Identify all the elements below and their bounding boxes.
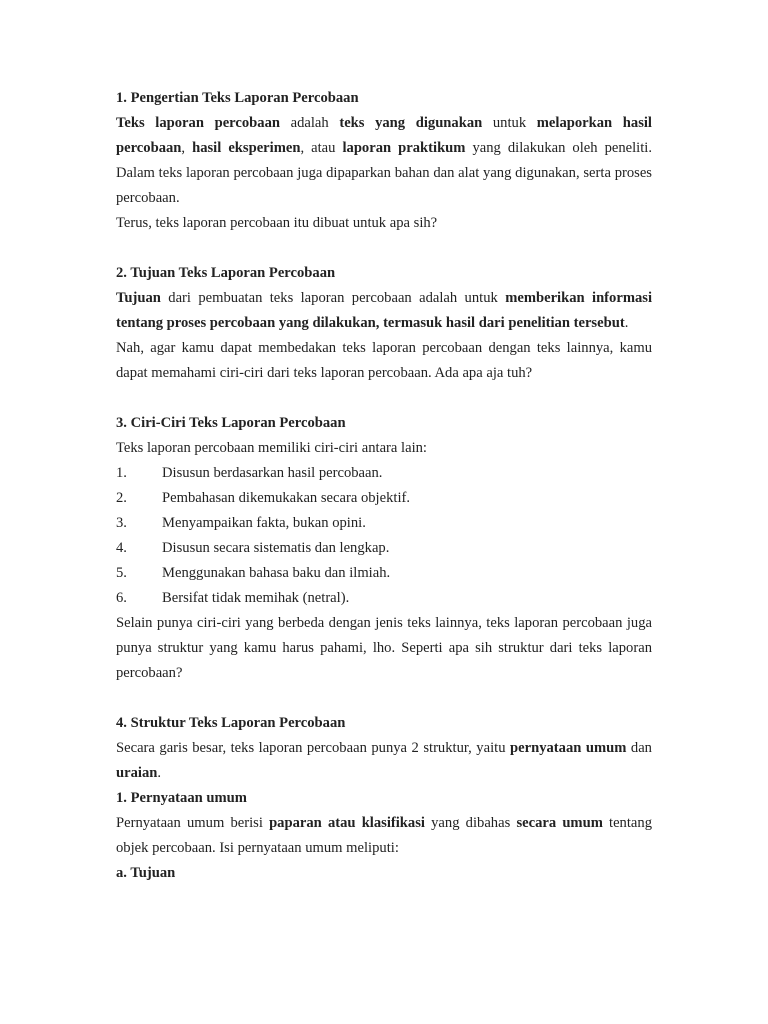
text-run: yang dilakukan oleh peneliti. Dalam teks laporan percobaan juga dipaparkan bahan dan alat yang digunakan, serta proses percobaan. xyxy=(116,140,652,206)
spacer xyxy=(116,386,652,411)
characteristics-list xyxy=(116,461,652,611)
section-1-heading: 1. Pengertian Teks Laporan Percobaan xyxy=(116,90,359,106)
document-page xyxy=(116,86,652,886)
text-run: Terus, teks laporan percobaan itu dibuat untuk apa sih? xyxy=(116,215,438,231)
spacer xyxy=(116,236,652,261)
section-3-intro: Teks laporan percobaan memiliki ciri-ciri antara lain: xyxy=(116,440,427,456)
text-run: untuk xyxy=(482,115,537,131)
bold-run: melaporkan hasil percobaan xyxy=(116,115,652,156)
text-run: yang dibahas xyxy=(424,815,517,831)
list-item xyxy=(116,511,652,536)
list-item xyxy=(116,536,652,561)
text-run: . xyxy=(624,315,629,331)
list-item-text: Disusun secara sistematis dan lengkap. xyxy=(162,540,390,556)
bold-run: paparan atau klasifikasi xyxy=(269,815,425,831)
bold-run: pernyataan umum xyxy=(510,740,627,756)
text-run: . xyxy=(157,765,162,781)
text-run: , atau xyxy=(300,140,343,156)
list-item-number: 4. xyxy=(116,540,127,556)
spacer xyxy=(116,686,652,711)
text-run: Secara garis besar, teks laporan percobaan punya 2 struktur, yaitu xyxy=(116,740,510,756)
section-4-subsubheading: a. Tujuan xyxy=(116,865,176,881)
list-item-number: 3. xyxy=(116,515,127,531)
section-4-sub-paragraph xyxy=(116,811,652,861)
bold-run: teks yang digunakan xyxy=(339,115,483,131)
section-4-paragraph-1 xyxy=(116,736,652,786)
list-item xyxy=(116,561,652,586)
list-item-text: Disusun berdasarkan hasil percobaan. xyxy=(162,465,383,481)
text-run: adalah xyxy=(279,115,340,131)
list-item-text: Pembahasan dikemukakan secara objektif. xyxy=(162,490,411,506)
bold-run: uraian xyxy=(116,765,158,781)
bold-run: secara umum xyxy=(516,815,603,831)
section-1-paragraph-2 xyxy=(116,211,652,236)
section-4-subheading: 1. Pernyataan umum xyxy=(116,790,247,806)
bold-run: Teks laporan percobaan xyxy=(116,115,280,131)
list-item xyxy=(116,461,652,486)
section-4-heading: 4. Struktur Teks Laporan Percobaan xyxy=(116,715,346,731)
section-1-paragraph-1 xyxy=(116,111,652,211)
section-3-outro: Selain punya ciri-ciri yang berbeda dengan jenis teks lainnya, teks laporan percobaan juga punya struktur yang kamu harus pahami, lho. Seperti apa sih struktur dari teks laporan percobaan? xyxy=(116,615,652,681)
list-item-number: 5. xyxy=(116,565,127,581)
list-item-text: Bersifat tidak memihak (netral). xyxy=(162,590,350,606)
list-item-text: Menyampaikan fakta, bukan opini. xyxy=(162,515,366,531)
section-3-heading: 3. Ciri-Ciri Teks Laporan Percobaan xyxy=(116,415,346,431)
text-run: tentang objek percobaan. Isi pernyataan umum meliputi: xyxy=(116,815,652,856)
bold-run: memberikan informasi tentang proses percobaan yang dilakukan, termasuk hasil dari penelitian tersebut xyxy=(116,290,653,331)
text-run: dari pembuatan teks laporan percobaan adalah untuk xyxy=(160,290,506,306)
bold-run: hasil eksperimen xyxy=(192,140,301,156)
list-item-text: Menggunakan bahasa baku dan ilmiah. xyxy=(162,565,391,581)
bold-run: laporan praktikum xyxy=(342,140,466,156)
list-item-number: 2. xyxy=(116,490,127,506)
list-item-number: 1. xyxy=(116,465,127,481)
text-run: , xyxy=(181,140,193,156)
list-item xyxy=(116,586,652,611)
section-2-paragraph-1 xyxy=(116,286,652,336)
bold-run: Tujuan xyxy=(116,290,161,306)
list-item xyxy=(116,486,652,511)
text-run: Pernyataan umum berisi xyxy=(116,815,270,831)
section-2-heading: 2. Tujuan Teks Laporan Percobaan xyxy=(116,265,336,281)
section-2-paragraph-2 xyxy=(116,336,652,386)
text-run: Nah, agar kamu dapat membedakan teks laporan percobaan dengan teks lainnya, kamu dapat memahami ciri-ciri dari teks laporan percobaan. Ada apa aja tuh? xyxy=(116,340,652,381)
list-item-number: 6. xyxy=(116,590,127,606)
text-run: dan xyxy=(626,740,652,756)
